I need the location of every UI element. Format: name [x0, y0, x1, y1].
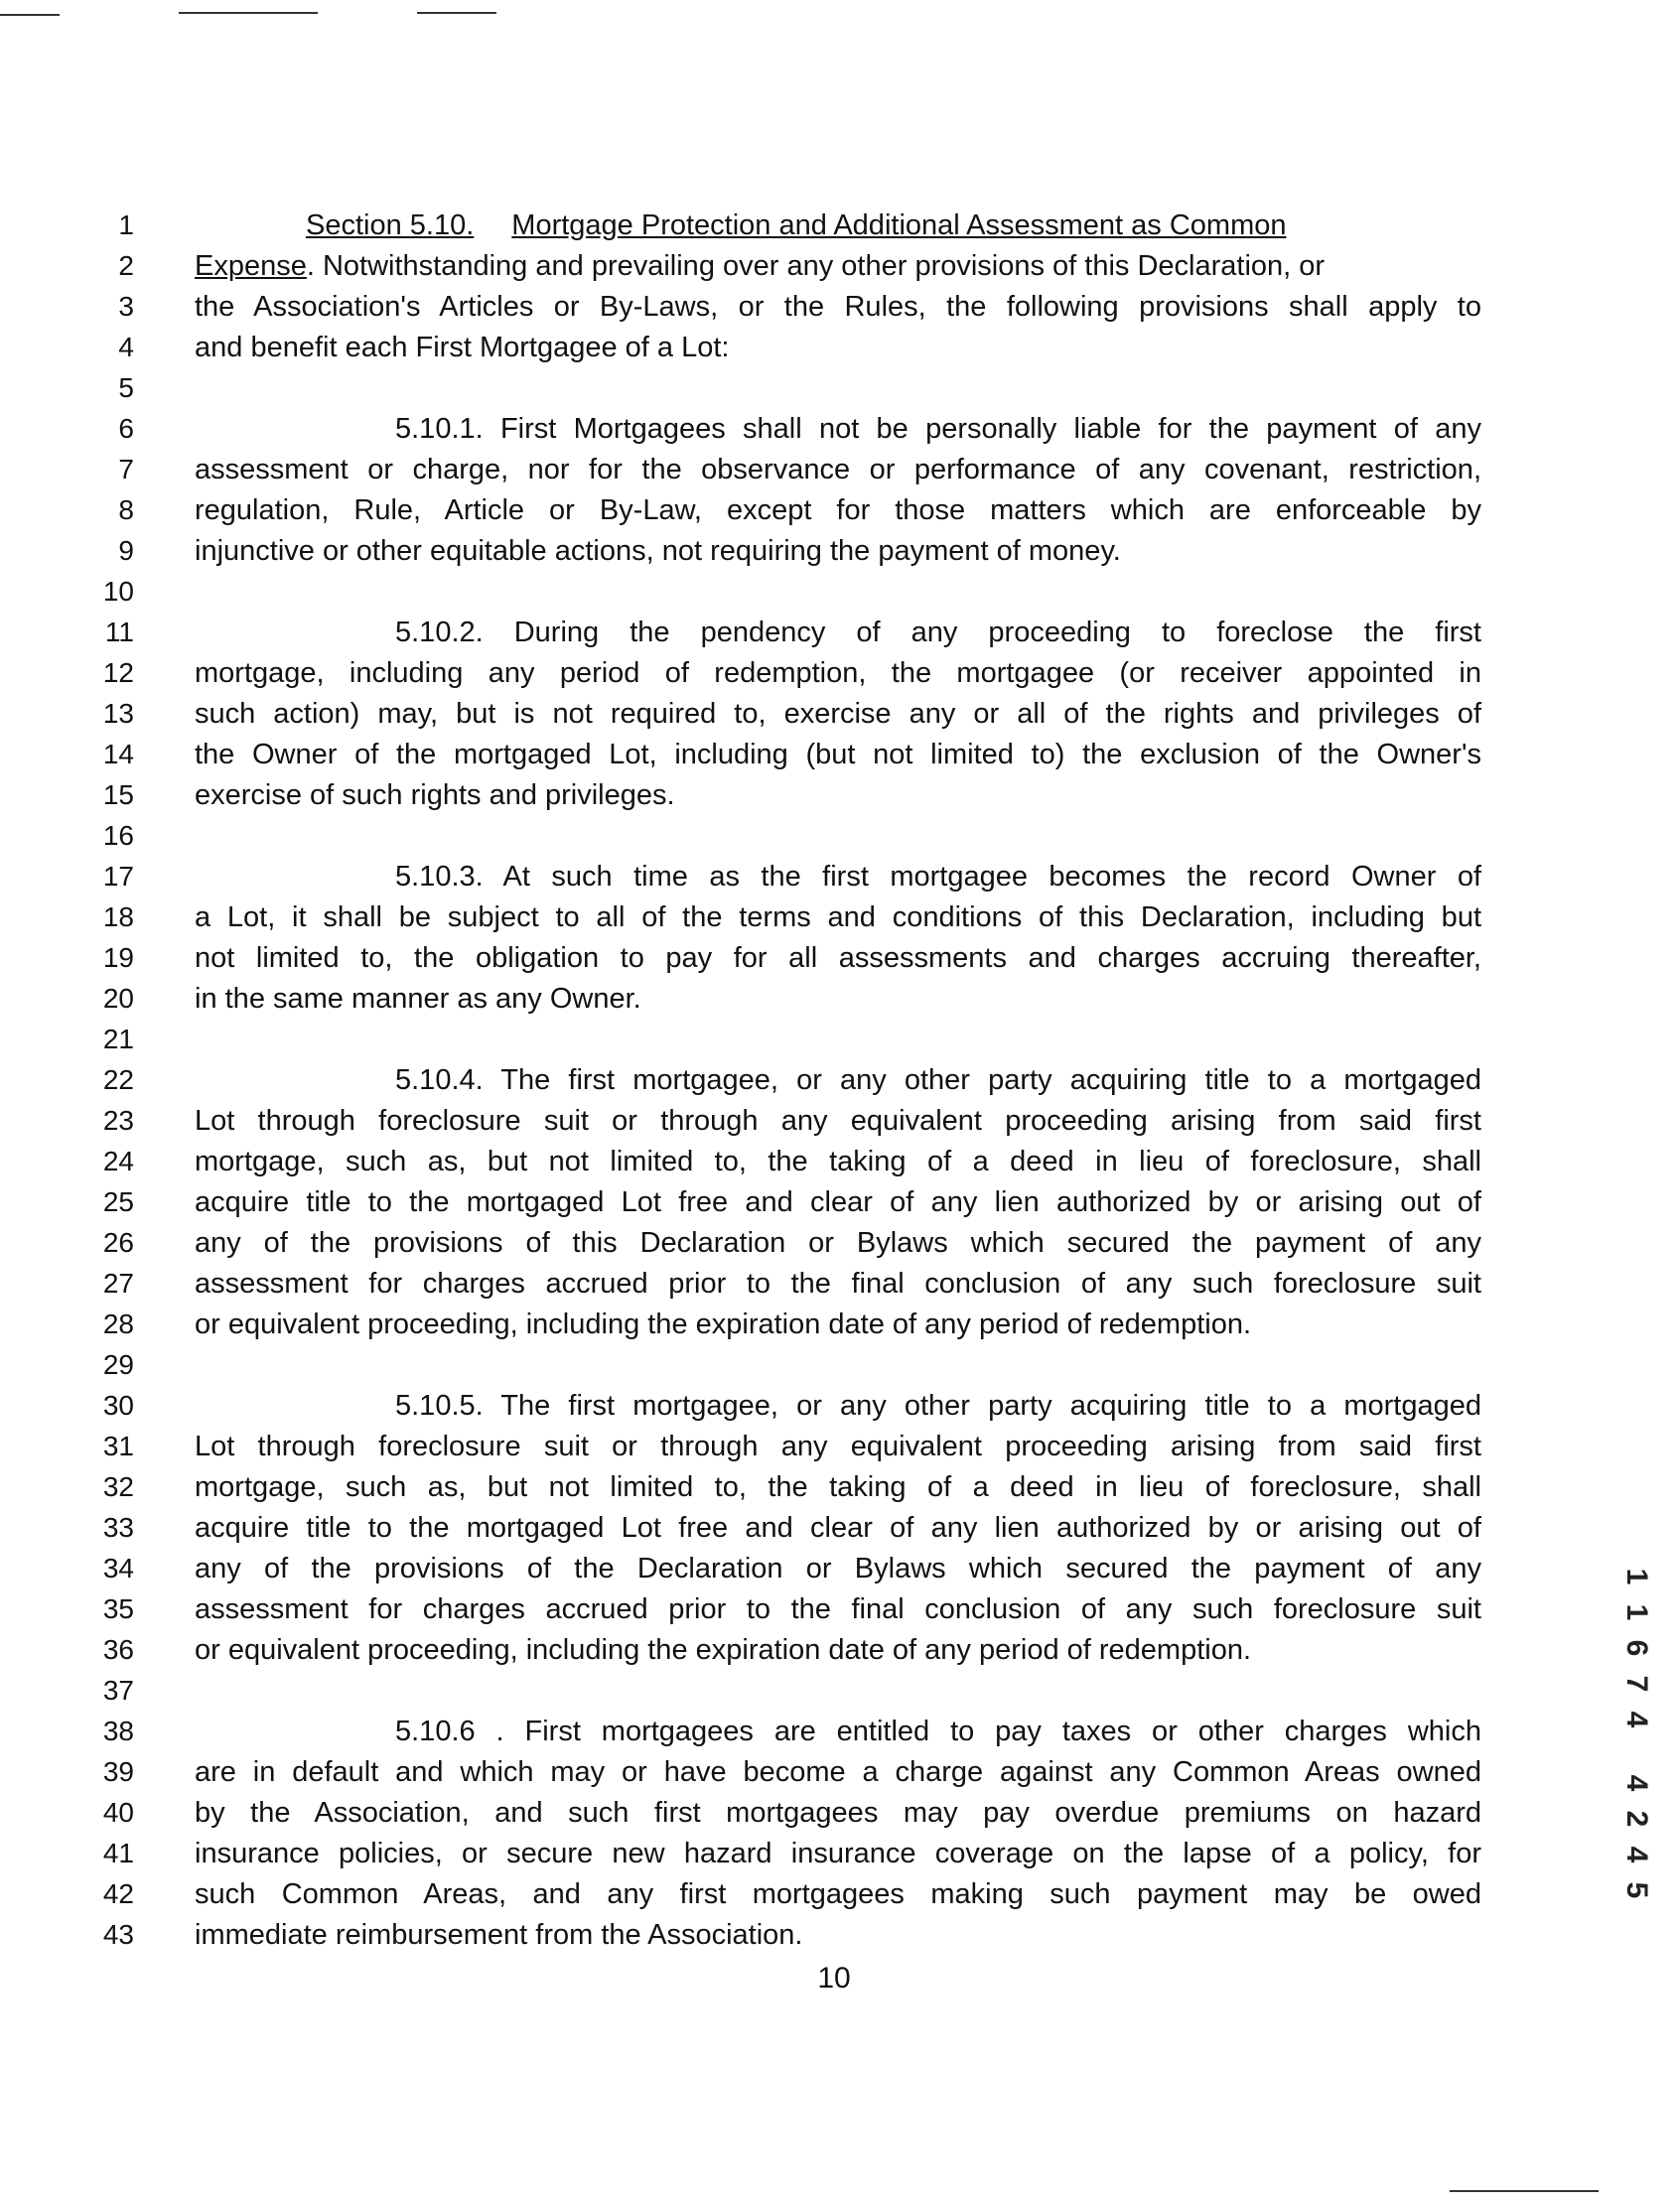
paragraph-5-10-6-start: 5.10.6 . First mortgagees are entitled to pay taxes or other charges which: [395, 1716, 1481, 1747]
stamp-digit: 7: [1620, 1675, 1653, 1693]
stamp-digit: 4: [1620, 1711, 1653, 1728]
line-number: 18: [102, 901, 134, 932]
line-number: 33: [102, 1512, 134, 1543]
stamp-digit: 1: [1620, 1568, 1653, 1585]
line-number: 31: [102, 1431, 134, 1461]
stamp-digit: 4: [1620, 1846, 1653, 1863]
body-line: assessment or charge, nor for the observance or performance of any covenant, restriction,: [195, 454, 1481, 485]
body-line: mortgage, such as, but not limited to, the taking of a deed in lieu of foreclosure, shall: [195, 1146, 1481, 1177]
line-number: 32: [102, 1471, 134, 1502]
line-number: 11: [104, 617, 134, 647]
body-line: acquire title to the mortgaged Lot free and clear of any lien authorized by or arising out of: [195, 1512, 1481, 1544]
line-number: 40: [102, 1797, 134, 1828]
body-line: immediate reimbursement from the Association.: [195, 1919, 803, 1951]
page-number: 10: [817, 1962, 851, 1995]
body-line: or equivalent proceeding, including the expiration date of any period of redemption.: [195, 1309, 1252, 1340]
body-line: such Common Areas, and any first mortgagees making such payment may be owed: [195, 1878, 1481, 1910]
body-line: mortgage, including any period of redemption, the mortgagee (or receiver appointed in: [195, 657, 1481, 689]
line-number: 14: [102, 739, 134, 769]
body-line: exercise of such rights and privileges.: [195, 779, 675, 811]
body-line: regulation, Rule, Article or By-Law, except for those matters which are enforceable by: [195, 494, 1481, 526]
stamp-digit: 1: [1620, 1603, 1653, 1621]
body-line: or equivalent proceeding, including the expiration date of any period of redemption.: [195, 1634, 1252, 1666]
scan-mark-bottom: [1450, 2190, 1599, 2192]
line-number: 39: [102, 1756, 134, 1787]
line-number: 29: [102, 1349, 134, 1380]
body-line: injunctive or other equitable actions, not requiring the payment of money.: [195, 535, 1121, 567]
line-number: 1: [118, 209, 134, 240]
paragraph-5-10-4-start: 5.10.4. The first mortgagee, or any other party acquiring title to a mortgaged: [395, 1064, 1481, 1096]
stamp-digit: 5: [1620, 1881, 1653, 1899]
stamp-digit: 2: [1620, 1810, 1653, 1828]
line-number: 6: [118, 413, 134, 444]
scan-mark-top-1: [0, 14, 60, 16]
line-number: 7: [118, 454, 134, 484]
line-number: 17: [102, 861, 134, 892]
body-line: mortgage, such as, but not limited to, the taking of a deed in lieu of foreclosure, shall: [195, 1471, 1481, 1503]
paragraph-5-10-5-start: 5.10.5. The first mortgagee, or any other party acquiring title to a mortgaged: [395, 1390, 1481, 1422]
line-number: 43: [102, 1919, 134, 1950]
body-line: in the same manner as any Owner.: [195, 983, 641, 1015]
paragraph-5-10-2-start: 5.10.2. During the pendency of any proceeding to foreclose the first: [395, 617, 1481, 648]
body-line: assessment for charges accrued prior to the final conclusion of any such foreclosure suit: [195, 1593, 1481, 1625]
section-heading-line: [195, 211, 1481, 240]
stamp-digit: 4: [1620, 1774, 1653, 1792]
scan-mark-top-2: [179, 12, 318, 14]
body-line: the Owner of the mortgaged Lot, including (but not limited to) the exclusion of the Owner's: [195, 739, 1481, 770]
section-heading-continuation: [195, 252, 1481, 281]
body-line: by the Association, and such first mortgagees may pay overdue premiums on hazard: [195, 1797, 1481, 1829]
line-number: 10: [102, 576, 134, 607]
line-number: 19: [102, 942, 134, 973]
line-number: 41: [102, 1838, 134, 1868]
line-number: 13: [102, 698, 134, 729]
margin-book-page-stamp: [1614, 1559, 1658, 1908]
paragraph-5-10-3-start: 5.10.3. At such time as the first mortgagee becomes the record Owner of: [395, 861, 1481, 893]
line-number: 37: [102, 1675, 134, 1706]
line-number: 30: [102, 1390, 134, 1421]
body-line: any of the provisions of the Declaration or Bylaws which secured the payment of any: [195, 1553, 1481, 1584]
line-number: 38: [102, 1716, 134, 1746]
line-number: 3: [118, 291, 134, 322]
body-line: are in default and which may or have become a charge against any Common Areas owned: [195, 1756, 1481, 1788]
body-line: such action) may, but is not required to, exercise any or all of the rights and privileges of: [195, 698, 1481, 730]
line-number: 35: [102, 1593, 134, 1624]
section-title: Mortgage Protection and Additional Assessment as Common: [511, 209, 1287, 241]
body-line: any of the provisions of this Declaration or Bylaws which secured the payment of any: [195, 1227, 1481, 1259]
body-line: Lot through foreclosure suit or through any equivalent proceeding arising from said first: [195, 1105, 1481, 1137]
line-number: 9: [118, 535, 134, 566]
section-title-end: Expense: [195, 250, 307, 282]
line-number: 21: [102, 1024, 134, 1054]
body-line: and benefit each First Mortgagee of a Lot:: [195, 332, 730, 363]
line-number: 20: [102, 983, 134, 1014]
line-number: 42: [102, 1878, 134, 1909]
body-line: assessment for charges accrued prior to the final conclusion of any such foreclosure suit: [195, 1268, 1481, 1300]
body-line: insurance policies, or secure new hazard insurance coverage on the lapse of a policy, for: [195, 1838, 1481, 1869]
line-number: 4: [118, 332, 134, 362]
line-number: 8: [118, 494, 134, 525]
line-number: 24: [102, 1146, 134, 1176]
stamp-digit: 6: [1620, 1639, 1653, 1657]
body-line: not limited to, the obligation to pay for all assessments and charges accruing thereafter,: [195, 942, 1481, 974]
line-number: 27: [102, 1268, 134, 1299]
line-number: 26: [102, 1227, 134, 1258]
line-number: 28: [102, 1309, 134, 1339]
body-line: the Association's Articles or By-Laws, or the Rules, the following provisions shall apply to: [195, 291, 1481, 323]
line-number: 22: [102, 1064, 134, 1095]
paragraph-5-10-1-start: 5.10.1. First Mortgagees shall not be personally liable for the payment of any: [395, 413, 1481, 445]
line-number: 15: [102, 779, 134, 810]
section-intro-text: . Notwithstanding and prevailing over any other provisions of this Declaration, or: [306, 250, 1326, 282]
line-number: 23: [102, 1105, 134, 1136]
line-number: 34: [102, 1553, 134, 1584]
section-label: Section 5.10.: [306, 209, 475, 241]
line-number: 16: [102, 820, 134, 851]
line-number: 36: [102, 1634, 134, 1665]
body-line: acquire title to the mortgaged Lot free and clear of any lien authorized by or arising out of: [195, 1186, 1481, 1218]
line-number: 12: [102, 657, 134, 688]
line-number: 5: [118, 372, 134, 403]
body-line: Lot through foreclosure suit or through any equivalent proceeding arising from said first: [195, 1431, 1481, 1462]
line-number: 2: [118, 250, 134, 281]
scan-mark-top-3: [417, 12, 496, 14]
line-number: 25: [102, 1186, 134, 1217]
body-line: a Lot, it shall be subject to all of the terms and conditions of this Declaration, including but: [195, 901, 1481, 933]
